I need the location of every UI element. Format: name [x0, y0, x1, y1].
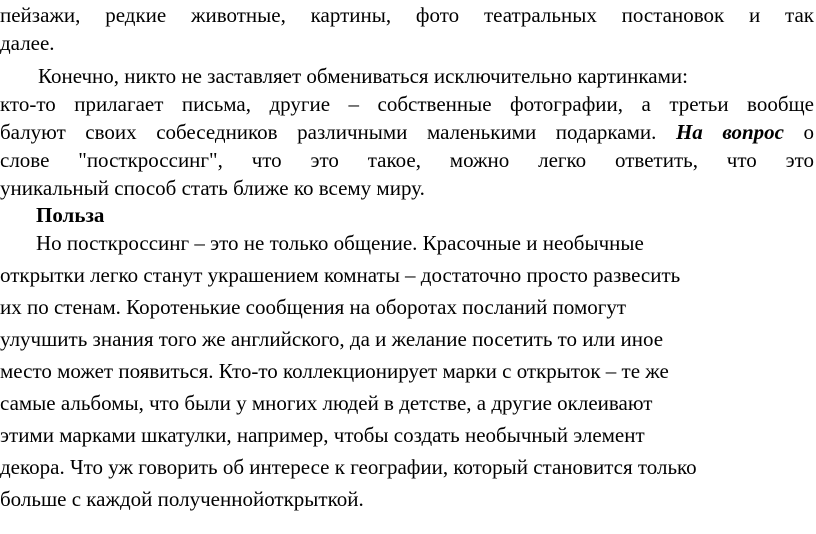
paragraph-line: кто-то прилагает письма, другие – собственные фотографии, а третьи вообще — [0, 92, 814, 116]
paragraph-line: их по стенам. Коротенькие сообщения на оборотах посланий помогут — [0, 295, 627, 319]
paragraph-line: место может появиться. Кто-то коллекционирует марки с открыток – те же — [0, 359, 669, 383]
text-segment: балуют своих собеседников различными маленькими подарками. — [0, 120, 676, 144]
paragraph-line: улучшить знания того же английского, да и желание посетить то или иное — [0, 327, 664, 351]
paragraph-line: самые альбомы, что были у многих людей в детстве, а другие оклеивают — [0, 391, 653, 415]
paragraph-line: декора. Что уж говорить об интересе к географии, который становится только — [0, 455, 697, 479]
emphasis-text: На вопрос — [675, 120, 784, 144]
text-segment: о — [783, 120, 815, 144]
paragraph-line: открытки легко станут украшением комнаты – достаточно просто развесить — [0, 263, 681, 287]
paragraph-line: далее. — [0, 31, 55, 55]
paragraph-line: Конечно, никто не заставляет обмениваться исключительно картинками: — [38, 64, 688, 88]
paragraph-line — [0, 122, 814, 143]
paragraph-line: этими марками шкатулки, например, чтобы создать необычный элемент — [0, 423, 645, 447]
paragraph-line: больше с каждой полученнойоткрыткой. — [0, 487, 364, 511]
section-heading: Польза — [36, 203, 105, 227]
paragraph-line: пейзажи, редкие животные, картины, фото театральных постановок и так — [0, 3, 814, 27]
paragraph-line: Но посткроссинг – это не только общение. Красочные и необычные — [36, 231, 644, 255]
paragraph-line: слове "посткроссинг", что это такое, можно легко ответить, что это — [0, 148, 814, 172]
paragraph-line: уникальный способ стать ближе ко всему миру. — [0, 176, 425, 200]
